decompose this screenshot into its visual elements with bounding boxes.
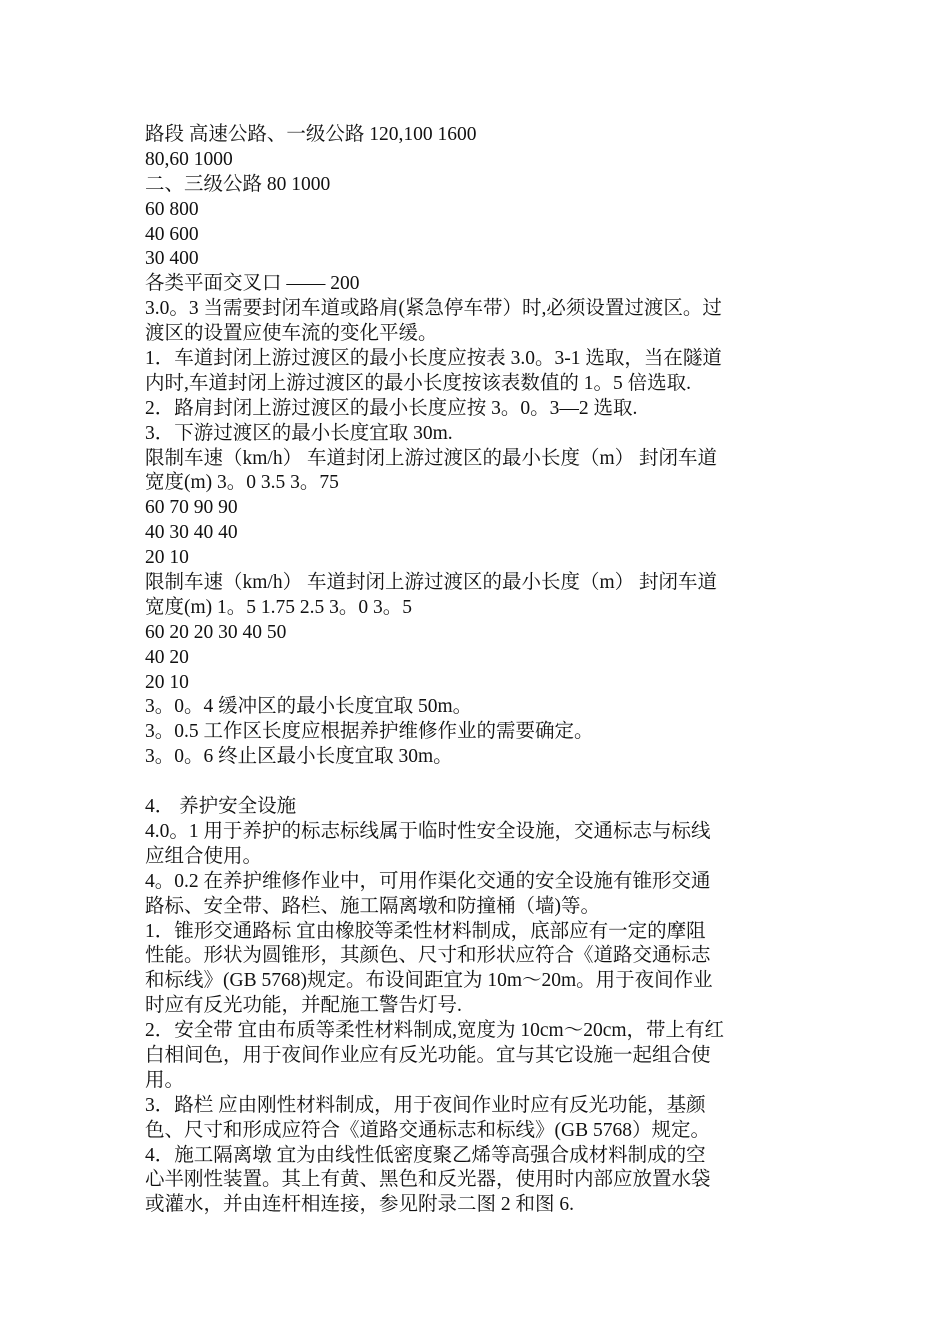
text-line: 1．车道封闭上游过渡区的最小长度应按表 3.0。3-1 选取，当在隧道 [145,348,722,370]
text-line: 3。0.5 工作区长度应根据养护维修作业的需要确定。 [145,721,594,743]
text-line: 宽度(m) 3。0 3.5 3。75 [145,472,339,494]
text-line: 40 30 40 40 [145,522,238,544]
text-line: 20 10 [145,671,189,693]
text-line: 1．锥形交通路标 宜由橡胶等柔性材料制成，底部应有一定的摩阻 [145,920,706,942]
document-body [145,123,815,1218]
text-line: 60 20 20 30 40 50 [145,621,287,643]
text-line: 3．路栏 应由刚性材料制成，用于夜间作业时应有反光功能，基颜 [145,1094,706,1116]
text-line: 用。 [145,1069,185,1091]
text-line: 和标线》(GB 5768)规定。布设间距宜为 10m～20m。用于夜间作业 [145,970,713,992]
text-line: 内时,车道封闭上游过渡区的最小长度按该表数值的 1。5 倍选取. [145,372,692,394]
text-line: 渡区的设置应使车流的变化平缓。 [145,323,438,345]
text-line: 色、尺寸和形成应符合《道路交通标志和标线》(GB 5768）规定。 [145,1119,710,1141]
blank-line [145,770,815,795]
text-line: 60 800 [145,198,199,220]
text-line: 应组合使用。 [145,845,263,867]
text-line: 各类平面交叉口 —— 200 [145,273,360,295]
text-line: 60 70 90 90 [145,497,238,519]
text-line: 限制车速（km/h） 车道封闭上游过渡区的最小长度（m） 封闭车道 [145,572,718,594]
text-line: 性能。形状为圆锥形，其颜色、尺寸和形状应符合《道路交通标志 [145,945,711,967]
text-line: 2．安全带 宜由布质等柔性材料制成,宽度为 10cm～20cm，带上有红 [145,1020,725,1042]
text-line: 3。0。4 缓冲区的最小长度宜取 50m。 [145,696,473,718]
text-line: 4．施工隔离墩 宜为由线性低密度聚乙烯等高强合成材料制成的空 [145,1144,706,1166]
text-line: 路标、安全带、路栏、施工隔离墩和防撞桶（墙)等。 [145,895,600,917]
text-line: 30 400 [145,248,199,270]
text-line: 二、三级公路 80 1000 [145,173,331,195]
text-line: 限制车速（km/h） 车道封闭上游过渡区的最小长度（m） 封闭车道 [145,447,718,469]
text-line: 3.0。3 当需要封闭车道或路肩(紧急停车带）时,必须设置过渡区。过 [145,298,722,320]
text-line: 或灌水，并由连杆相连接，参见附录二图 2 和图 6. [145,1194,575,1216]
text-line: 40 20 [145,646,189,668]
text-line: 40 600 [145,223,199,245]
section-heading: 4． 养护安全设施 [145,796,297,818]
text-line: 4。0.2 在养护维修作业中，可用作渠化交通的安全设施有锥形交通 [145,870,711,892]
text-line: 路段 高速公路、一级公路 120,100 1600 [145,124,477,145]
text-line: 3。0。6 终止区最小长度宜取 30m。 [145,746,453,768]
text-line: 4.0。1 用于养护的标志标线属于临时性安全设施，交通标志与标线 [145,820,711,842]
text-line: 3．下游过渡区的最小长度宜取 30m. [145,422,453,444]
text-line: 80,60 1000 [145,148,233,170]
text-line: 宽度(m) 1。5 1.75 2.5 3。0 3。5 [145,596,413,618]
text-line: 2．路肩封闭上游过渡区的最小长度应按 3。0。3—2 选取. [145,397,638,419]
text-line: 时应有反光功能，并配施工警告灯号. [145,995,462,1017]
text-line: 心半刚性装置。其上有黄、黑色和反光器，使用时内部应放置水袋 [145,1169,711,1191]
text-line: 白相间色，用于夜间作业应有反光功能。宜与其它设施一起组合使 [145,1044,711,1066]
text-line: 20 10 [145,547,189,569]
